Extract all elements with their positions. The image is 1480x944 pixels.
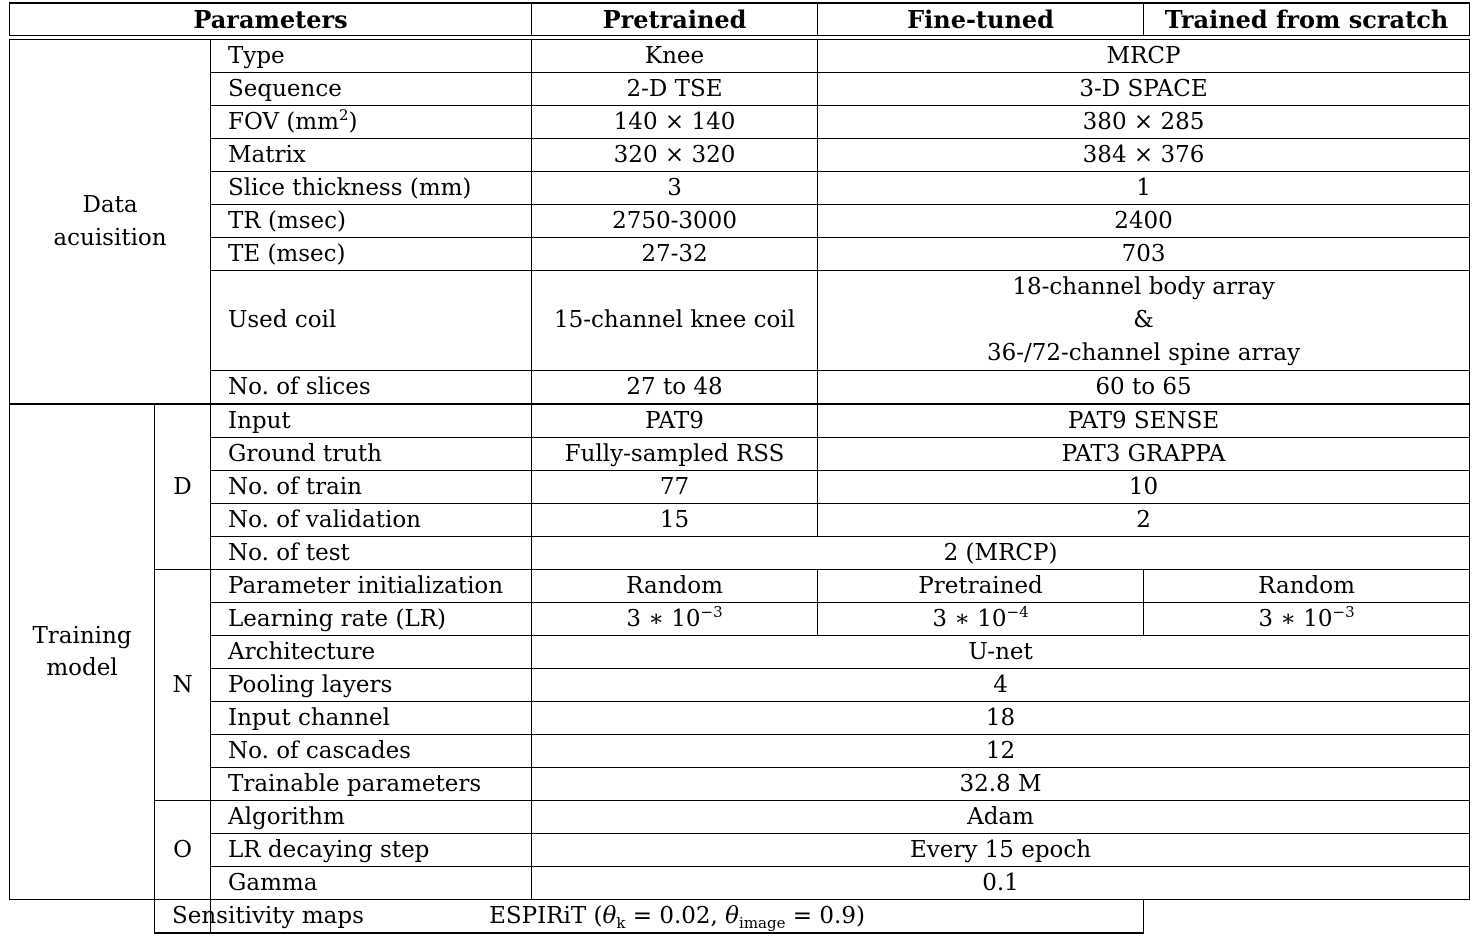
cell-value: 32.8 M bbox=[532, 768, 1470, 801]
table-row bbox=[10, 867, 1470, 900]
cell-value: PAT3 GRAPPA bbox=[818, 438, 1470, 471]
espirit-suffix: = 0.9) bbox=[785, 902, 865, 929]
header-row bbox=[10, 3, 1470, 36]
group-label-line: model bbox=[46, 655, 118, 681]
cell-value: 2400 bbox=[818, 205, 1470, 238]
cell-value: 1 bbox=[818, 172, 1470, 205]
cell-value: 4 bbox=[532, 669, 1470, 702]
theta-subscript: k bbox=[616, 913, 626, 932]
cell-value: 10 bbox=[818, 471, 1470, 504]
table-row bbox=[10, 669, 1470, 702]
row-label-validation: No. of validation bbox=[211, 504, 532, 537]
table-row bbox=[10, 900, 1470, 934]
cell-value: PAT9 SENSE bbox=[818, 404, 1470, 438]
row-label-input-channel: Input channel bbox=[211, 702, 532, 735]
parameters-table-container bbox=[9, 2, 1469, 934]
row-label-train: No. of train bbox=[211, 471, 532, 504]
row-label-pooling-layers: Pooling layers bbox=[211, 669, 532, 702]
coil-line: 36-/72-channel spine array bbox=[986, 340, 1301, 366]
table-row bbox=[10, 537, 1470, 570]
row-label-used-coil: Used coil bbox=[211, 271, 532, 371]
fov-label-close: ) bbox=[348, 108, 358, 135]
group-data-acquisition bbox=[10, 40, 211, 405]
header-pretrained: Pretrained bbox=[532, 3, 818, 36]
group-training-model bbox=[10, 404, 155, 900]
cell-value: MRCP bbox=[818, 40, 1470, 73]
table-row bbox=[10, 702, 1470, 735]
cell-value: 77 bbox=[532, 471, 818, 504]
header-fine-tuned: Fine-tuned bbox=[818, 3, 1144, 36]
cell-value: Pretrained bbox=[818, 570, 1144, 603]
espirit-mid: = 0.02, bbox=[625, 902, 726, 929]
subgroup-d: D bbox=[155, 404, 211, 570]
cell-value: 60 to 65 bbox=[818, 371, 1470, 405]
row-label-te: TE (msec) bbox=[211, 238, 532, 271]
row-label-sensitivity-maps: Sensitivity maps bbox=[155, 900, 211, 934]
cell-value: Every 15 epoch bbox=[532, 834, 1470, 867]
table-row bbox=[10, 371, 1470, 405]
lr-base: 3 ∗ 10 bbox=[626, 605, 701, 632]
table-row bbox=[10, 735, 1470, 768]
cell-value: U-net bbox=[532, 636, 1470, 669]
cell-value: Fully-sampled RSS bbox=[532, 438, 818, 471]
row-label-test: No. of test bbox=[211, 537, 532, 570]
lr-exponent: −4 bbox=[1006, 602, 1029, 621]
theta-subscript: image bbox=[739, 913, 786, 932]
cell-value: 15 bbox=[532, 504, 818, 537]
cell-value: 2750-3000 bbox=[532, 205, 818, 238]
row-label-learning-rate: Learning rate (LR) bbox=[211, 603, 532, 636]
row-label-slices: No. of slices bbox=[211, 371, 532, 405]
table-row bbox=[10, 603, 1470, 636]
cell-value: Knee bbox=[532, 40, 818, 73]
table-row bbox=[10, 238, 1470, 271]
table-row bbox=[10, 834, 1470, 867]
lr-base: 3 ∗ 10 bbox=[1258, 605, 1333, 632]
group-label-line: Data bbox=[82, 192, 138, 219]
empty-cell bbox=[10, 900, 155, 934]
cell-value: 384 × 376 bbox=[818, 139, 1470, 172]
row-label-trainable-parameters: Trainable parameters bbox=[211, 768, 532, 801]
row-label-parameter-initialization: Parameter initialization bbox=[211, 570, 532, 603]
table-row bbox=[10, 73, 1470, 106]
table-row bbox=[10, 40, 1470, 73]
table-row bbox=[10, 271, 1470, 371]
cell-value: 0.1 bbox=[532, 867, 1470, 900]
row-label-algorithm: Algorithm bbox=[211, 801, 532, 834]
table-row bbox=[10, 768, 1470, 801]
cell-value: Random bbox=[532, 570, 818, 603]
cell-value: 2-D TSE bbox=[532, 73, 818, 106]
cell-value: 18 bbox=[532, 702, 1470, 735]
cell-value: 140 × 140 bbox=[532, 106, 818, 139]
table-row bbox=[10, 404, 1470, 438]
fov-label-text: FOV (mm bbox=[228, 108, 339, 135]
cell-value: 703 bbox=[818, 238, 1470, 271]
cell-value: 320 × 320 bbox=[532, 139, 818, 172]
header-parameters: Parameters bbox=[10, 3, 532, 36]
table-row bbox=[10, 139, 1470, 172]
cell-value: PAT9 bbox=[532, 404, 818, 438]
row-label-lr-decaying-step: LR decaying step bbox=[211, 834, 532, 867]
lr-exponent: −3 bbox=[1332, 602, 1355, 621]
espirit-prefix: ESPIRiT ( bbox=[489, 902, 603, 929]
cell-value: Adam bbox=[532, 801, 1470, 834]
cell-value: 3-D SPACE bbox=[818, 73, 1470, 106]
cell-value-coil-mrcp bbox=[818, 271, 1470, 371]
cell-value: 15-channel knee coil bbox=[532, 271, 818, 371]
cell-value: 3 bbox=[532, 172, 818, 205]
theta-symbol: θ bbox=[725, 902, 740, 929]
cell-value-lr bbox=[818, 603, 1144, 636]
table-row bbox=[10, 471, 1470, 504]
table-row bbox=[10, 570, 1470, 603]
cell-value: 27 to 48 bbox=[532, 371, 818, 405]
cell-value: 2 bbox=[818, 504, 1470, 537]
lr-exponent: −3 bbox=[700, 602, 723, 621]
parameters-table bbox=[9, 2, 1470, 934]
row-label-gamma: Gamma bbox=[211, 867, 532, 900]
cell-value: 380 × 285 bbox=[818, 106, 1470, 139]
table-row bbox=[10, 172, 1470, 205]
table-row bbox=[10, 106, 1470, 139]
cell-value-lr bbox=[1144, 603, 1470, 636]
row-label-tr: TR (msec) bbox=[211, 205, 532, 238]
cell-value: 2 (MRCP) bbox=[532, 537, 1470, 570]
row-label-ground-truth: Ground truth bbox=[211, 438, 532, 471]
row-label-slice-thickness: Slice thickness (mm) bbox=[211, 172, 532, 205]
row-label-type: Type bbox=[211, 40, 532, 73]
row-label-input: Input bbox=[211, 404, 532, 438]
header-trained-from-scratch: Trained from scratch bbox=[1144, 3, 1470, 36]
subgroup-n: N bbox=[155, 570, 211, 801]
table-row bbox=[10, 438, 1470, 471]
cell-value: 27-32 bbox=[532, 238, 818, 271]
fov-label-superscript: 2 bbox=[338, 105, 349, 124]
subgroup-o: O bbox=[155, 801, 211, 900]
row-label-cascades: No. of cascades bbox=[211, 735, 532, 768]
row-label-architecture: Architecture bbox=[211, 636, 532, 669]
lr-base: 3 ∗ 10 bbox=[932, 605, 1007, 632]
group-label-line: Training bbox=[32, 622, 132, 649]
coil-line: 18-channel body array bbox=[1012, 274, 1275, 300]
row-label-fov bbox=[211, 106, 532, 139]
row-label-sequence: Sequence bbox=[211, 73, 532, 106]
table-row bbox=[10, 636, 1470, 669]
table-row bbox=[10, 504, 1470, 537]
cell-value: 12 bbox=[532, 735, 1470, 768]
table-row bbox=[10, 205, 1470, 238]
theta-symbol: θ bbox=[602, 902, 617, 929]
cell-value-lr bbox=[532, 603, 818, 636]
table-row bbox=[10, 801, 1470, 834]
cell-value: Random bbox=[1144, 570, 1470, 603]
row-label-matrix: Matrix bbox=[211, 139, 532, 172]
coil-line: & bbox=[1133, 307, 1154, 333]
group-label-line: acuisition bbox=[53, 224, 167, 251]
